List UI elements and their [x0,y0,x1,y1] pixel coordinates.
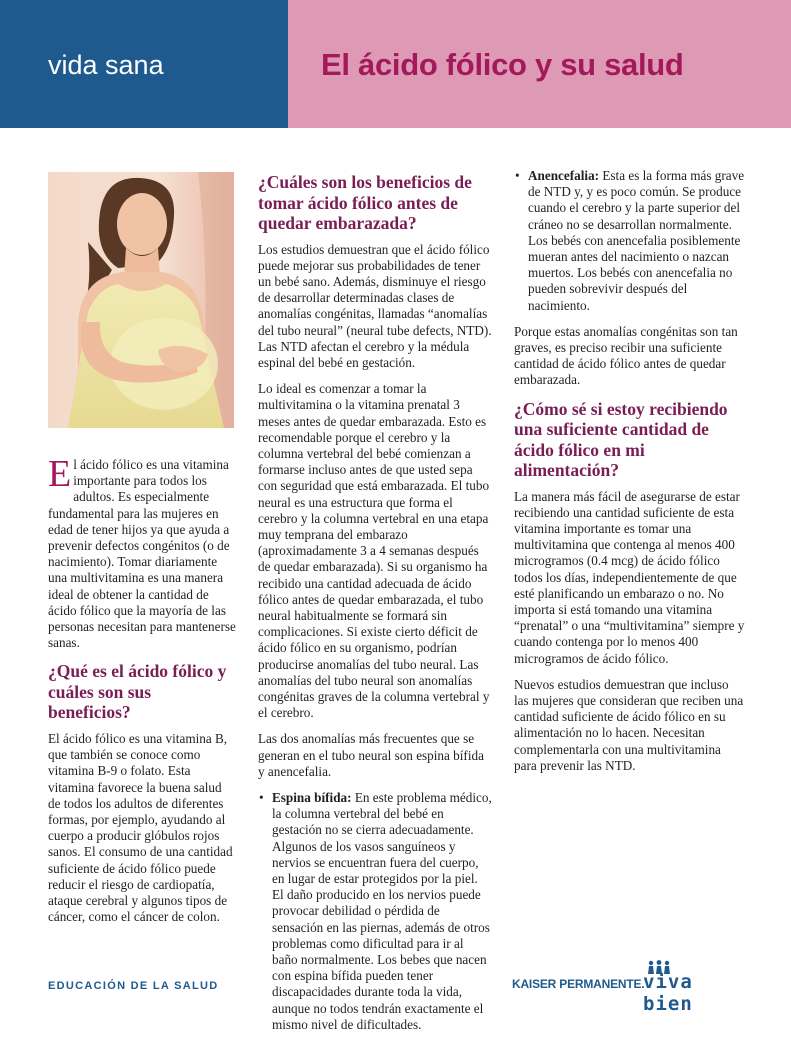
paragraph-que-es: El ácido fólico es una vitamina B, que también se conoce como vitamina B-9 o folato. Esta vitamina favorece la buena salud de todos los adultos de diferentes formas, por ejemplo, ayudando al cuerpo a producir glóbulos rojos sanos. El consumo de una cantidad suficiente de ácido fólico puede reducir el riesgo de cardiopatía, ataque cerebral y algunos tipos de cáncer, como el cáncer de colon. [48,730,233,925]
intro-text: l ácido fólico es una vitamina importante para todos los adultos. Es especialmente fundamental para las mujeres en edad de tener hijos ya que ayuda a prevenir defectos congénitos (o de nacimiento). Tomar diariamente una multivitamina es una manera ideal de obtener la cantidad de ácido fólico que la mayoría de las personas necesitan para mantenerse sanas. [48,457,236,651]
paragraph-beneficios-3: Las dos anomalías más frecuentes que se generan en el tubo neural son espina bífida y anencefalia. [258,731,484,779]
paragraph-beneficios-4: Porque estas anomalías congénitas son tan graves, es preciso recibir una suficiente cantidad de ácido fólico antes de quedar embarazada. [514,323,738,388]
anencefalia-text: Esta es la forma más grave de NTD y, y es poco común. Se produce cuando el cerebro y la parte superior del cráneo no se desarrollan normalmente. Los bebés con anencefalia posiblemente mueran antes del nacimiento o nazcan muertos. Los bebés con anencefalia no pueden sobrevivir después del nacimiento. [528,168,745,313]
column-3 [514,168,746,784]
footer-label: EDUCACIÓN DE LA SALUD [48,980,219,992]
header-blue-band [0,0,288,128]
logo-viva-bien: viva bien [643,971,693,1015]
column-1 [48,453,236,935]
logo-kaiser-permanente: KAISER PERMANENTE. [512,977,645,991]
section-label: vida sana [48,50,164,80]
term-espina-bifida: Espina bífida: [272,790,352,805]
paragraph-beneficios-2: Lo ideal es comenzar a tomar la multivitamina o la vitamina prenatal 3 meses antes de quedar embarazada. Esto es recomendable porque el cerebro y la columna vertebral del bebé comienzan a formarse incluso antes de que usted sepa con seguridad que está embarazada. El tubo neural es una estructura que forma el cerebro y la columna vertebral en una etapa muy temprana del embarazo (aproximadamente 3 a 4 semanas después de quedar embarazada). Si su organismo ha recibido una cantidad adecuada de ácido fólico antes de quedar embarazada, el tubo neural habitualmente se formará sin complicaciones. Si existe cierto déficit de ácido fólico en su organismo, podrían producirse anomalías del tubo neural. Las anomalías del tubo neural son anomalías congénitas graves de la columna vertebral y el cerebro. [258,381,490,721]
page-title: El ácido fólico y su salud [321,47,684,82]
paragraph-beneficios-1: Los estudios demuestran que el ácido fólico puede mejorar sus probabilidades de tener un bebé sano. Además, disminuye el riesgo de desarrollar determinadas clases de anomalías congénitas, llamadas “anomalías del tubo neural” (neural tube defects, NTD). Las NTD afectan el cerebro y la médula espinal del bebé en gestación. [258,241,492,370]
paragraph-como-se-2: Nuevos estudios demuestran que incluso las mujeres que consideran que reciben una cantidad suficiente de ácido fólico en su alimentación no lo hacen. Necesitan complementarla con una multivitamina para prevenir las NTD. [514,676,744,773]
term-anencefalia: Anencefalia: [528,168,600,183]
column-2 [258,172,492,1043]
espina-bifida-text: En este problema médico, la columna vertebral del bebé en gestación no se cierra adecuadamente. Algunos de los vasos sanguíneos y nervios se encuentran fuera del cuerpo, en lugar de estar protegidos por la piel. El daño producido en los nervios puede provocar debilidad o pérdida de sensación en las piernas, además de otros problemas como dificultad para ir al baño normalmente. Los bebes que nacen con espina bífida pueden tener discapacidades durante toda la vida, aunque no todos tendrán exactamente el mismo nivel de dificultades. [272,790,492,1032]
heading-como-se: ¿Cómo sé si estoy recibiendo una suficiente cantidad de ácido fólico en mi alimentación? [514,398,728,481]
intro-paragraph [48,453,236,651]
list-item-anencefalia [515,168,746,314]
bullet: • [515,168,520,183]
pregnant-woman-photo [48,172,234,428]
drop-cap: E [48,453,72,495]
anomalies-list [258,790,492,1033]
paragraph-como-se-1: La manera más fácil de asegurarse de estar recibiendo una cantidad suficiente de esta vitamina importante es tomar una multivitamina que contenga al menos 400 microgramos (0.4 mcg) de ácido fólico todos los días, independientemente de que esté planificando un embarazo o no. No importa si está tomando una vitamina “prenatal” o una “multivitamina” siempre y cuando contenga por lo menos 400 microgramos de ácido fólico. [514,488,745,666]
heading-que-es: ¿Qué es el ácido fólico y cuáles son sus beneficios? [48,661,227,723]
anomalies-list-continued [514,168,746,314]
list-item-espina-bifida [259,790,492,1033]
kaiser-logo [512,960,752,1015]
bullet: • [259,790,264,805]
heading-beneficios: ¿Cuáles son los beneficios de tomar ácido fólico antes de quedar embarazada? [258,172,472,233]
